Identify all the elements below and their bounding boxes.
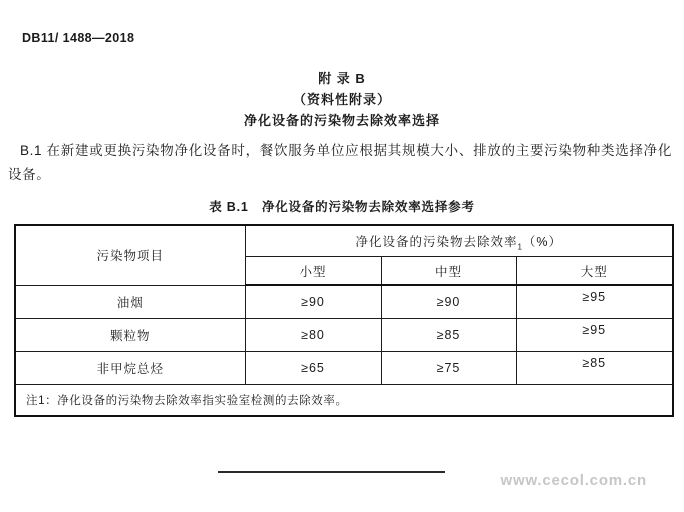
cell-item: 颗粒物	[15, 319, 245, 352]
table-note: 注1：净化设备的污染物去除效率指实验室检测的去除效率。	[15, 385, 673, 417]
appendix-heading: 净化设备的污染物去除效率选择	[243, 113, 440, 128]
header-removal-efficiency	[245, 225, 673, 257]
header-size-medium: 中型	[381, 257, 516, 286]
cell-small: ≥80	[245, 319, 381, 352]
appendix-subtitle: （资料性附录）	[292, 92, 391, 107]
cell-item: 油烟	[15, 285, 245, 319]
cell-medium: ≥85	[381, 319, 516, 352]
cell-medium: ≥75	[381, 352, 516, 385]
header-efficiency-label: 净化设备的污染物去除效率	[355, 235, 518, 249]
appendix-title: 附 录 B	[318, 71, 366, 86]
appendix-title-block	[0, 68, 684, 131]
watermark-text: www.cecol.com.cn	[500, 472, 647, 489]
table-row-fume	[15, 285, 673, 319]
footnote-marker: 1	[517, 242, 523, 252]
cell-medium: ≥90	[381, 285, 516, 319]
table-note-row	[15, 385, 673, 417]
header-pollutant-item: 污染物项目	[15, 225, 245, 285]
cell-large: ≥85	[516, 352, 673, 385]
cell-small: ≥65	[245, 352, 381, 385]
standard-number: DB11/ 1488—2018	[22, 31, 135, 45]
cell-small: ≥90	[245, 285, 381, 319]
cell-item: 非甲烷总烃	[15, 352, 245, 385]
table-row-nmhc	[15, 352, 673, 385]
efficiency-table	[14, 224, 674, 417]
cell-large: ≥95	[516, 319, 673, 352]
clause-b1-text: B.1 在新建或更换污染物净化设备时，餐饮服务单位应根据其规模大小、排放的主要污染物种类选择净化设备。	[8, 143, 672, 182]
table-caption: 表 B.1 净化设备的污染物去除效率选择参考	[209, 200, 475, 214]
header-size-small: 小型	[245, 257, 381, 286]
header-efficiency-unit: （%）	[522, 235, 563, 249]
cell-large: ≥95	[516, 285, 673, 319]
header-size-large: 大型	[516, 257, 673, 286]
table-header-row-top	[15, 225, 673, 257]
footer-divider	[218, 471, 445, 473]
table-row-particulate	[15, 319, 673, 352]
